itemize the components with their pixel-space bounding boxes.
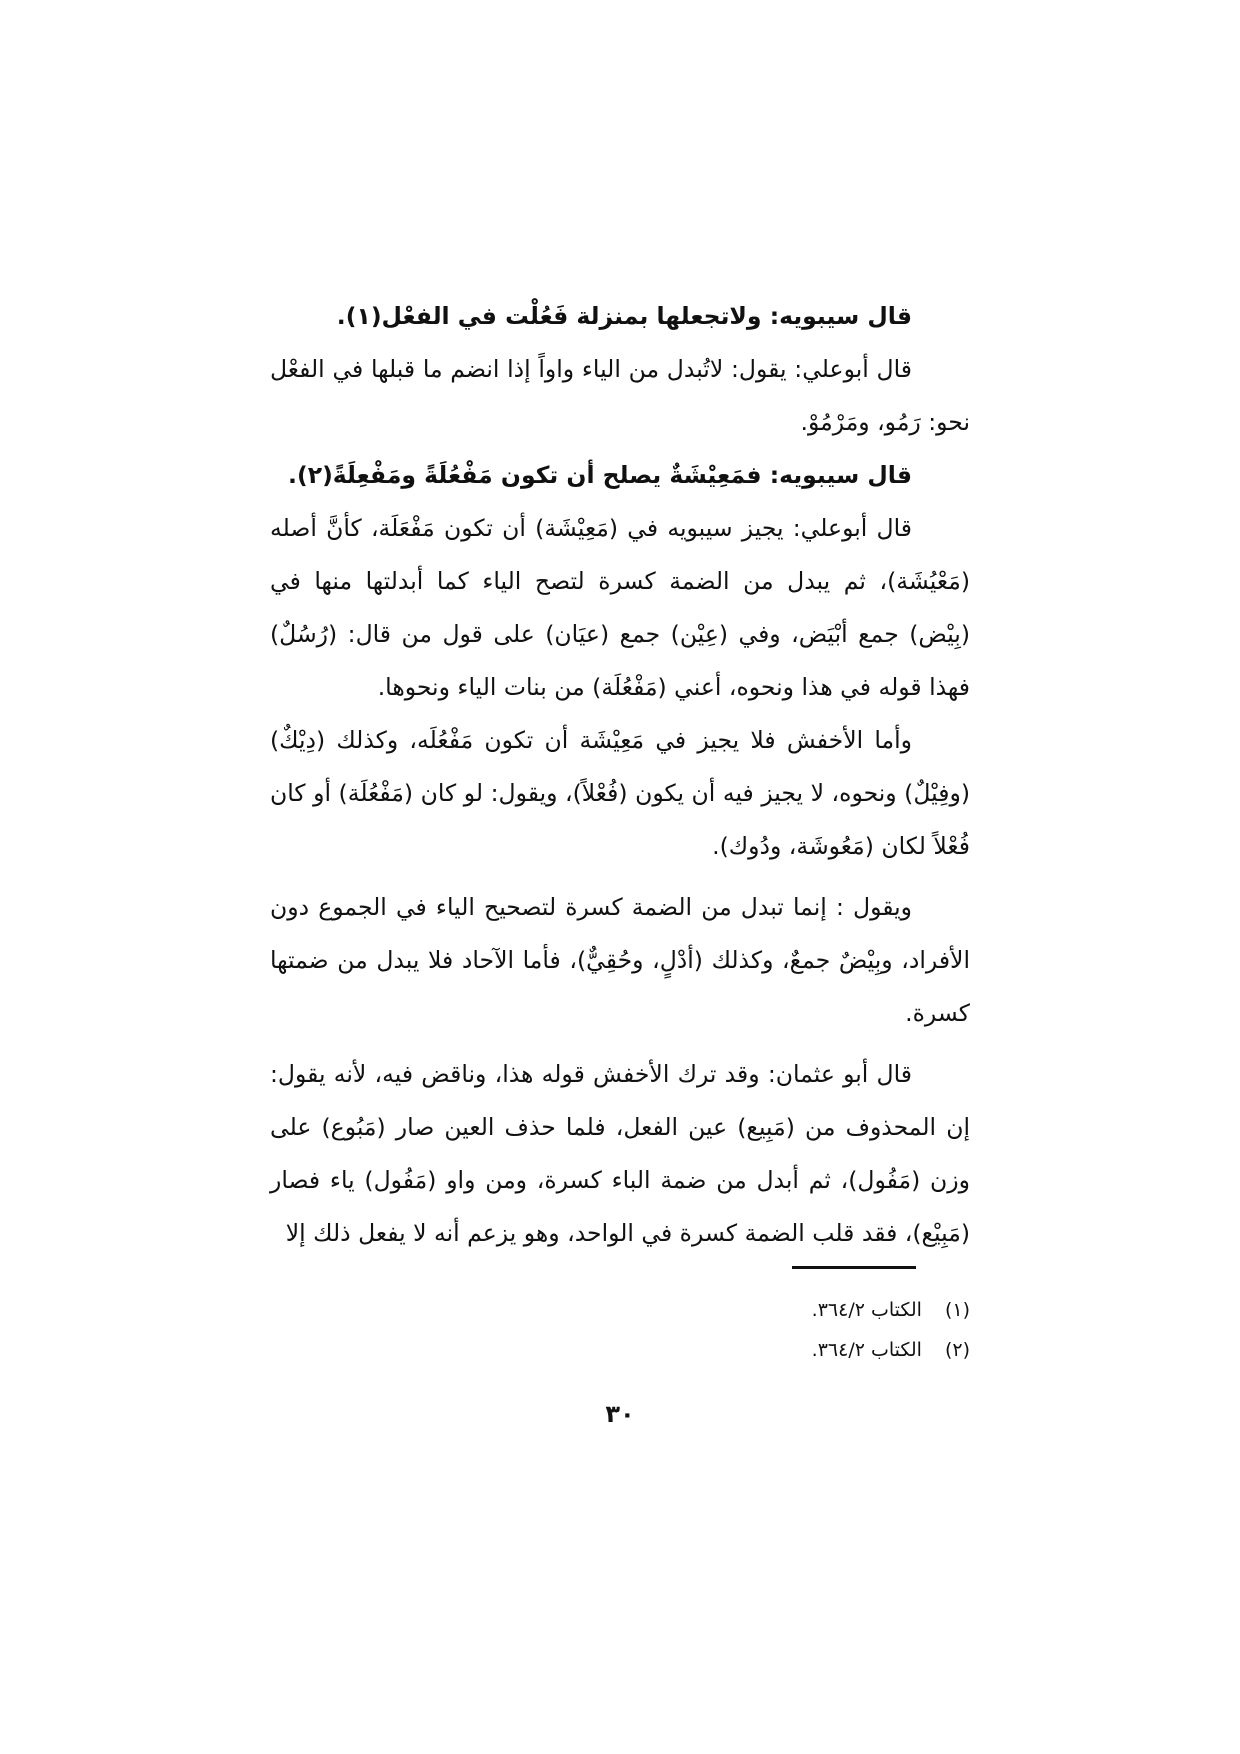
footnote-separator: [792, 1266, 916, 1269]
footnote-1-number: (١): [944, 1299, 970, 1321]
main-text: [270, 290, 970, 1260]
footnote-2-text: الكتاب ٣٦٤/٢.: [811, 1339, 922, 1361]
paragraph-4: قال أبوعلي: يجيز سيبويه في (مَعِيْشَة) أن تكون مَفْعَلَة، كأنَّ أصله (مَعْيُشَة)، ثم يبدل من الضمة كسرة لتصح الياء كما أبدلتها منها في (بِيْض) جمع أبْيَض، وفي (عِيْن) جمع (عيَان) على قول من قال: (رُسُلٌ) فهذا قوله في هذا ونحوه، أعني (مَفْعُلَة) من بنات الياء ونحوها.: [270, 514, 970, 701]
footnote-1-text: الكتاب ٣٦٤/٢.: [811, 1299, 922, 1321]
footnotes: [570, 1290, 970, 1370]
footnote-2: [570, 1330, 970, 1370]
paragraph-5: وأما الأخفش فلا يجيز في مَعِيْشَة أن تكون مَفْعُلَه، وكذلك (دِيْكٌ) (وفِيْلٌ) ونحوه، لا يجيز فيه أن يكون (فُعْلاً)، ويقول: لو كان (مَفْعُلَة) أو كان فُعْلاً لكان (مَعُوشَة، ودُوك).: [270, 726, 970, 860]
page-number: ٣٠: [605, 1400, 635, 1428]
paragraph-2: قال أبوعلي: يقول: لاتُبدل من الياء واواً إذا انضم ما قبلها في الفعْل نحو: رَمُو، ومَرْمُوْ.: [270, 355, 970, 436]
paragraph-1: قال سيبويه: ولاتجعلها بمنزلة فَعُلْت في الفعْل(١).: [336, 302, 912, 330]
paragraph-6: ويقول : إنما تبدل من الضمة كسرة لتصحيح الياء في الجموع دون الأفراد، وبِيْضٌ جمعٌ، وكذلك (أدْلٍ، وحُقِيٌّ)، فأما الآحاد فلا يبدل من ضمتها كسرة.: [270, 893, 970, 1027]
paragraph-3: قال سيبويه: فمَعِيْشَةٌ يصلح أن تكون مَفْعُلَةً ومَفْعِلَةً(٢).: [288, 461, 912, 489]
footnote-2-number: (٢): [944, 1339, 970, 1361]
footnote-1: [570, 1290, 970, 1330]
paragraph-7: قال أبو عثمان: وقد ترك الأخفش قوله هذا، وناقض فيه، لأنه يقول: إن المحذوف من (مَبِيع) عين الفعل، فلما حذف العين صار (مَبُوع) على وزن (مَفُول)، ثم أبدل من ضمة الباء كسرة، ومن واو (مَفُول) ياء فصار (مَبِيْع)، فقد قلب الضمة كسرة في الواحد، وهو يزعم أنه لا يفعل ذلك إلا: [270, 1060, 970, 1247]
